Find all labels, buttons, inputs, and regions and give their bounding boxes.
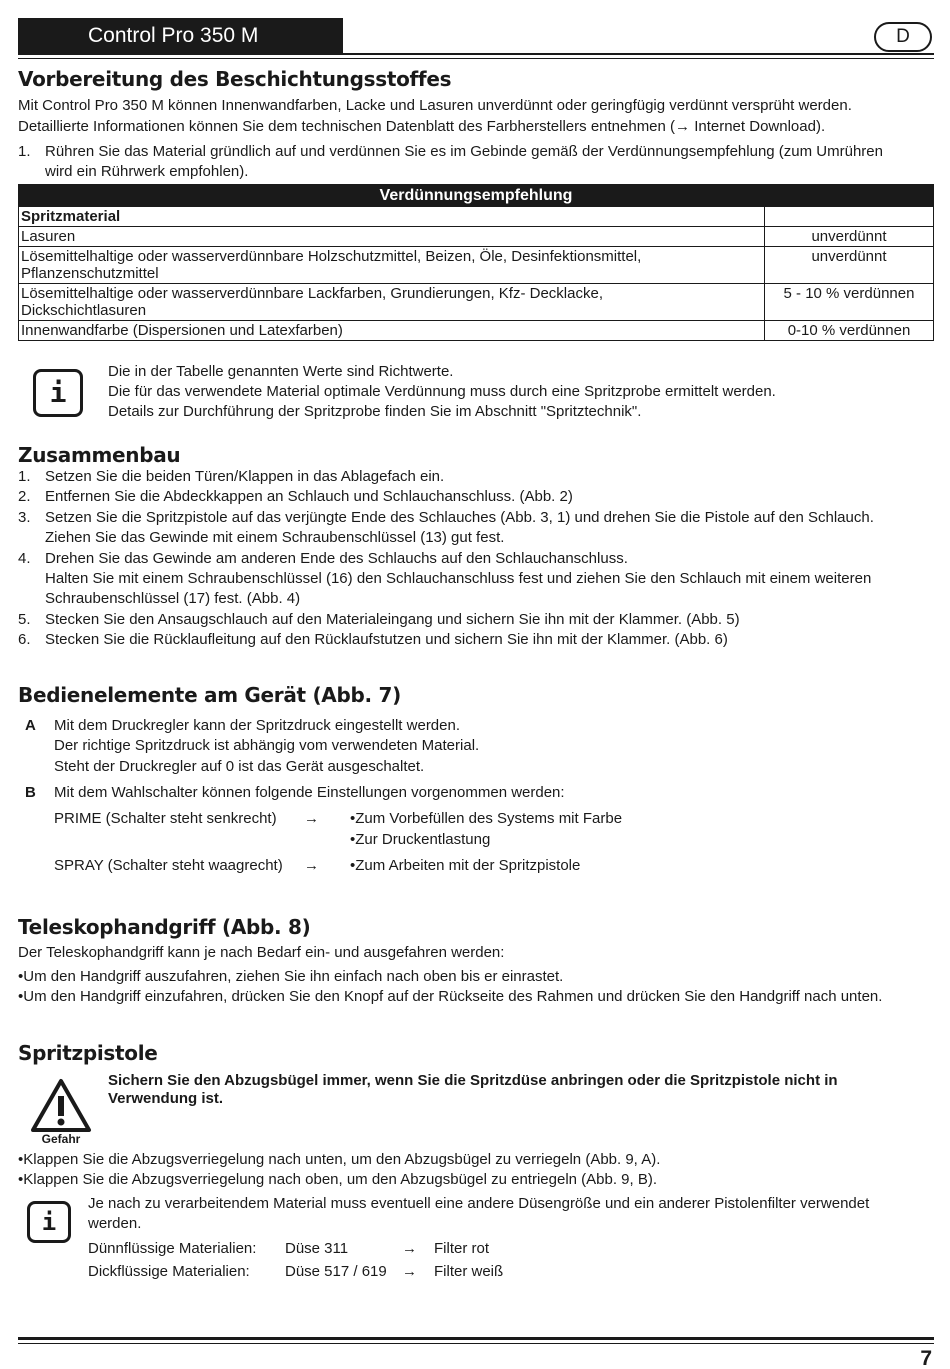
spraygun-bullet-2 [18,1170,657,1190]
table-cell-material: Lasuren [19,227,765,247]
thick-nozzle: Düse 517 / 619 [285,1263,387,1280]
list-text: Stecken Sie den Ansaugschlauch auf den Materialeingang und sichern Sie ihn mit der Klammer. (Abb. 5) [45,611,740,628]
table-cell-material: Innenwandfarbe (Dispersionen und Latexfarben) [19,321,765,341]
page-number: 7 [920,1347,932,1369]
list-text: Stecken Sie die Rücklaufleitung auf den Rücklaufstutzen und sichern Sie ihn mit der Klammer. (Abb. 6) [45,631,728,648]
list-text: Halten Sie mit einem Schraubenschlüssel (16) den Schlauchanschluss fest und ziehen Sie den Schlauch mit einem weiteren [45,570,872,587]
table-row [19,321,934,341]
warning-text-line-2: Verwendung ist. [108,1090,224,1107]
thin-material-label: Dünnflüssige Materialien: [88,1240,257,1257]
bullet-text: Um den Handgriff einzufahren, drücken Sie den Knopf auf der Rückseite des Rahmen und drücken Sie den Handgriff nach unten. [23,988,883,1005]
note-line: werden. [88,1215,142,1232]
note-line: Details zur Durchführung der Spritzprobe finden Sie im Abschnitt "Spritztechnik". [108,403,642,420]
arrow-icon: → [402,1263,417,1280]
spray-bullet-1 [350,856,580,876]
bullet-text: Um den Handgriff auszufahren, ziehen Sie ihn einfach nach oben bis er einrastet. [23,968,564,985]
list-text-cont: wird ein Rührwerk empfohlen). [45,163,249,180]
prime-mode-label: PRIME (Schalter steht senkrecht) [54,810,277,827]
intro-line-2: Detaillierte Informationen können Sie dem technischen Datenblatt des Farbherstellers entnehmen (→ Internet Download). [18,118,826,135]
bullet-text: Zum Vorbefüllen des Systems mit Farbe [355,810,623,827]
header-title: Control Pro 350 M [18,18,343,54]
thin-filter: Filter rot [434,1240,490,1257]
list-item [18,142,938,182]
bullet-icon: • [350,810,356,827]
list-number: 1. [18,143,31,160]
table-caption: Verdünnungsempfehlung [19,185,934,207]
table-header-material: Spritzmaterial [19,207,765,227]
header-rule-thin [18,58,934,59]
list-text: Setzen Sie die beiden Türen/Klappen in das Ablagefach ein. [45,468,445,485]
bullet-icon: • [350,831,356,848]
bullet-text: Klappen Sie die Abzugsverriegelung nach unten, um den Abzugsbügel zu verriegeln (Abb. 9, A). [23,1151,661,1168]
list-text: Schraubenschlüssel (17) fest. (Abb. 4) [45,590,301,607]
section-heading-controls: Bedienelemente am Gerät (Abb. 7) [18,683,401,707]
section-heading-preparation: Vorbereitung des Beschichtungsstoffes [18,67,452,91]
label-b: B [25,784,36,801]
bullet-text: Zur Druckentlastung [355,831,491,848]
control-a-line: Steht der Druckregler auf 0 ist das Gerät ausgeschaltet. [54,758,425,775]
bullet-icon: • [18,1171,24,1188]
warning-text-line-1: Sichern Sie den Abzugsbügel immer, wenn Sie die Spritzdüse anbringen oder die Spritzpistole nicht in [108,1072,838,1089]
section-heading-assembly: Zusammenbau [18,443,181,467]
telescope-bullet-1 [18,967,563,987]
note-line: Je nach zu verarbeitendem Material muss eventuell eine andere Düsengröße und ein anderer Pistolenfilter verwendet [88,1195,870,1212]
control-b-line: Mit dem Wahlschalter können folgende Einstellungen vorgenommen werden: [54,784,565,801]
spray-mode-label: SPRAY (Schalter steht waagrecht) [54,857,283,874]
control-a-line: Der richtige Spritzdruck ist abhängig vom verwendeten Material. [54,737,480,754]
table-row [19,284,934,321]
prime-bullet-2 [350,830,490,850]
note-line: Die in der Tabelle genannten Werte sind Richtwerte. [108,363,454,380]
info-icon: i [27,1201,71,1243]
list-text: Rühren Sie das Material gründlich auf und verdünnen Sie es im Gebinde gemäß der Verdünnungsempfehlung (zum Umrühren [45,143,883,160]
intro-line-1: Mit Control Pro 350 M können Innenwandfarben, Lacke und Lasuren unverdünnt oder geringfügig verdünnt versprüht werden. [18,97,852,114]
telescope-bullet-2 [18,987,882,1007]
thin-nozzle: Düse 311 [285,1240,349,1257]
note-line: Die für das verwendete Material optimale Verdünnung muss durch eine Spritzprobe ermittelt werden. [108,383,776,400]
thick-filter: Filter weiß [434,1263,504,1280]
section-heading-spraygun: Spritzpistole [18,1041,158,1065]
label-a: A [25,717,36,734]
list-text: Setzen Sie die Spritzpistole auf das verjüngte Ende des Schlauches (Abb. 3, 1) und drehen Sie die Pistole auf den Schlauch. [45,509,874,526]
language-badge: D [874,22,932,52]
table-cell-material: Lösemittelhaltige oder wasserverdünnbare Holzschutzmittel, Beizen, Öle, Desinfektionsmittel, Pflanzenschutzmittel [19,247,765,284]
header-rule [18,53,934,55]
table-cell-value: unverdünnt [765,247,934,284]
dilution-table [18,184,934,341]
warning-label: Gefahr [41,1132,81,1146]
telescope-intro: Der Teleskophandgriff kann je nach Bedarf ein- und ausgefahren werden: [18,944,505,961]
bullet-icon: • [350,857,356,874]
list-number: 1. [18,468,31,485]
section-heading-telescope: Teleskophandgriff (Abb. 8) [18,915,311,939]
list-text: Entfernen Sie die Abdeckkappen an Schlauch und Schlauchanschluss. (Abb. 2) [45,488,573,505]
table-row [19,227,934,247]
list-number: 6. [18,631,31,648]
control-a-line: Mit dem Druckregler kann der Spritzdruck eingestellt werden. [54,717,461,734]
table-row [19,247,934,284]
arrow-icon: → [304,810,319,827]
list-text: Drehen Sie das Gewinde am anderen Ende des Schlauchs auf den Schlauchanschluss. [45,550,628,567]
footer-rule-thin [18,1343,934,1344]
list-text: Ziehen Sie das Gewinde mit einem Schraubenschlüssel (13) gut fest. [45,529,505,546]
spraygun-bullet-1 [18,1150,660,1170]
thick-material-label: Dickflüssige Materialien: [88,1263,250,1280]
table-cell-material: Lösemittelhaltige oder wasserverdünnbare Lackfarben, Grundierungen, Kfz- Decklacke, Dickschichtlasuren [19,284,765,321]
bullet-icon: • [18,1151,24,1168]
list-number: 4. [18,550,31,567]
info-icon: i [33,369,83,417]
table-cell-value: 0-10 % verdünnen [765,321,934,341]
arrow-icon: → [304,857,319,874]
list-number: 3. [18,509,31,526]
table-cell-value: unverdünnt [765,227,934,247]
list-number: 5. [18,611,31,628]
bullet-icon: • [18,968,24,985]
warning-triangle-icon [30,1078,92,1134]
arrow-icon: → [402,1240,417,1257]
list-number: 2. [18,488,31,505]
table-cell-value: 5 - 10 % verdünnen [765,284,934,321]
warning-icon [30,1078,92,1148]
bullet-icon: • [18,988,24,1005]
prime-bullet-1 [350,809,622,829]
footer-rule [18,1337,934,1340]
table-header-value [765,207,934,227]
bullet-text: Zum Arbeiten mit der Spritzpistole [355,857,581,874]
bullet-text: Klappen Sie die Abzugsverriegelung nach oben, um den Abzugsbügel zu entriegeln (Abb. 9, B). [23,1171,658,1188]
